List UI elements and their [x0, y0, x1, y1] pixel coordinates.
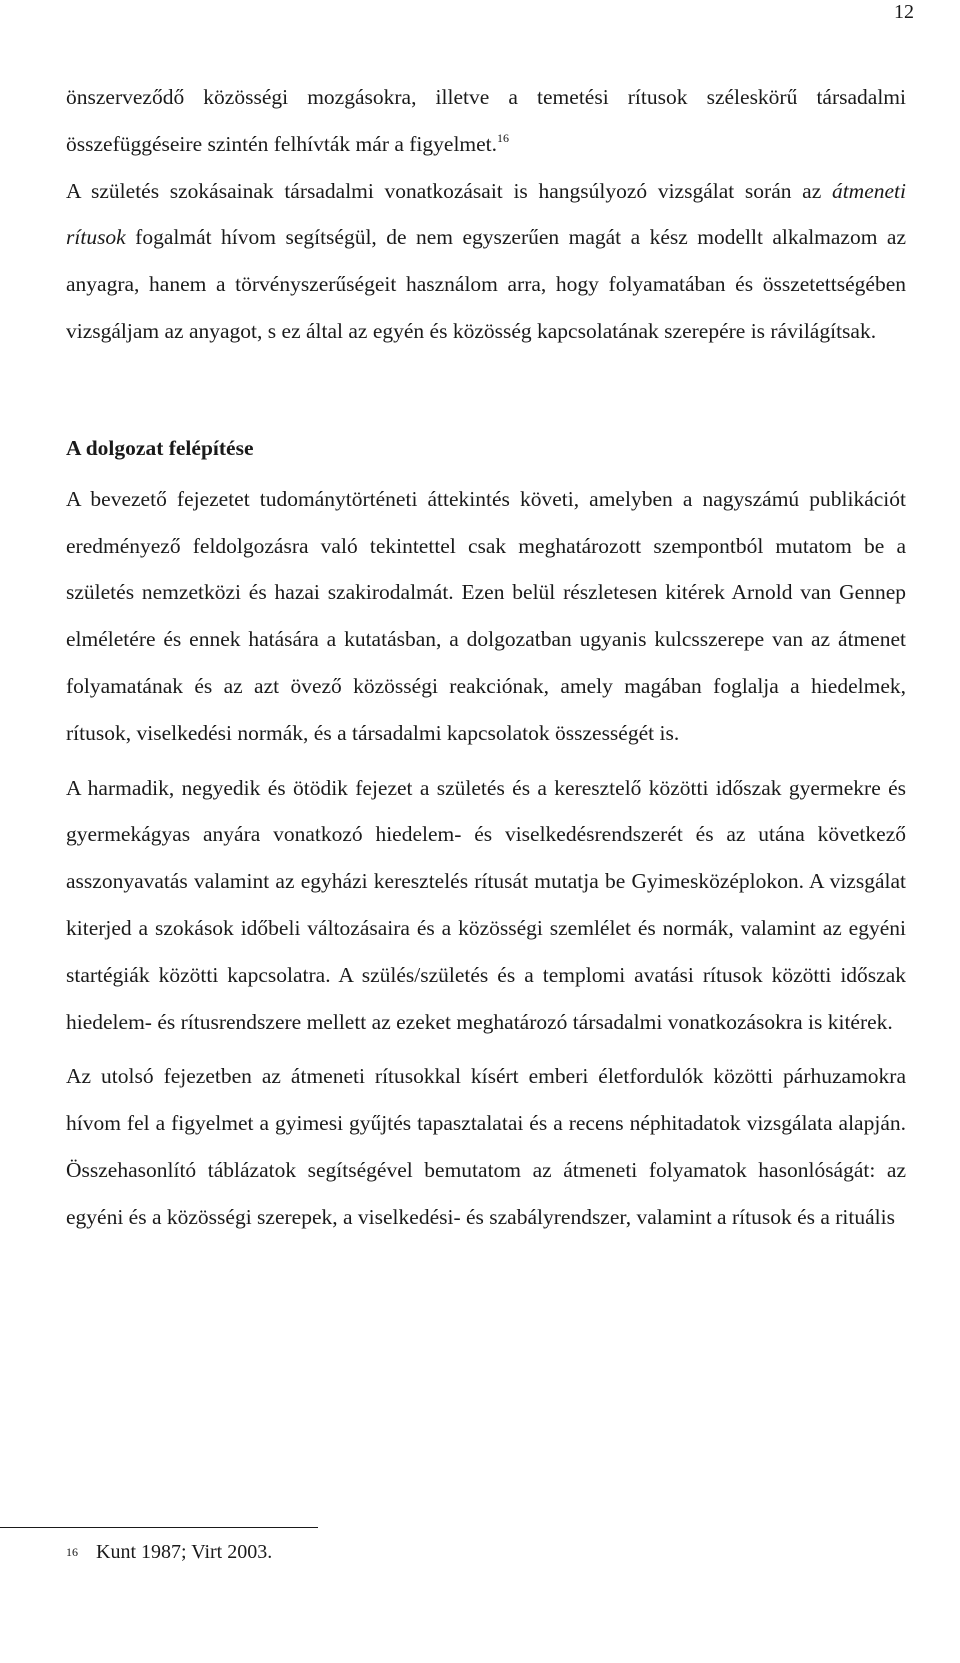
section-heading: A dolgozat felépítése — [66, 435, 254, 460]
term-italic: átmeneti rítusok — [66, 178, 906, 250]
footnote-text: Kunt 1987; Virt 2003. — [96, 1541, 273, 1563]
footnote — [66, 1538, 272, 1566]
footnote-separator — [0, 1527, 318, 1528]
paragraph-2-after: fogalmát hívom segítségül, de nem egyszerűen magát a kész modellt alkalmazom az anyagra, hanem a törvényszerűségeit használom arra, hogy folyamatában és összetettségében vizsgáljam az anyagot, s ez által az egyén és közösség kapcsolatának szerepére is rávilágítsak. — [66, 225, 906, 343]
paragraph-3: A bevezető fejezetet tudománytörténeti áttekintés követi, amelyben a nagyszámú publikációt eredményező feldolgozásra való tekintettel csak meghatározott szempontból mutatom be a születés nemzetközi és hazai szakirodalmát. Ezen belül részletesen kitérek Arnold van Gennep elméletére és ennek hatására a kutatásban, a dolgozatban ugyanis kulcsszerepe van az átmenet folyamatának és az azt övező közösségi reakciónak, amely magában foglalja a hiedelmek, rítusok, viselkedési normák, és a társadalmi kapcsolatok összességét is. — [66, 486, 906, 745]
paragraph-2-before: A születés szokásainak társadalmi vonatkozásait is hangsúlyozó vizsgálat során az — [66, 178, 832, 203]
footnote-number: 16 — [66, 1545, 78, 1559]
paragraph-1 — [66, 74, 906, 168]
page-number: 12 — [894, 1, 914, 23]
page-body — [66, 74, 906, 1241]
paragraph-4: A harmadik, negyedik és ötödik fejezet a születés és a keresztelő közötti időszak gyermekre és gyermekágyas anyára vonatkozó hiedelem- és viselkedésrendszerét és az utána következő asszonyavatás valamint az egyházi keresztelés rítusát mutatja be Gyimesközéplokon. A vizsgálat kiterjed a szokások időbeli változásaira és a közösségi szemlélet és normák, valamint az egyéni startégiák közötti kapcsolatra. A szülés/születés és a templomi avatási rítusok közötti időszak hiedelem- és rítusrendszere mellett az ezeket meghatározó társadalmi vonatkozásokra is kitérek. — [66, 775, 906, 1034]
paragraph-5: Az utolsó fejezetben az átmeneti rítusokkal kísért emberi életfordulók közötti párhuzamokra hívom fel a figyelmet a gyimesi gyűjtés tapasztalatai és a recens néphitadatok vizsgálata alapján. Összehasonlító táblázatok segítségével bemutatom az átmeneti folyamatok hasonlóságát: az egyéni és a közösségi szerepek, a viselkedési- és szabályrendszer, valamint a rítusok és a rituális — [66, 1064, 906, 1229]
paragraph-1-text: önszerveződő közösségi mozgásokra, illetve a temetési rítusok széleskörű társadalmi összefüggéseire szintén felhívták már a figyelmet. — [66, 85, 906, 156]
paragraph-2 — [66, 168, 906, 355]
footnote-ref[interactable]: 16 — [497, 130, 510, 145]
